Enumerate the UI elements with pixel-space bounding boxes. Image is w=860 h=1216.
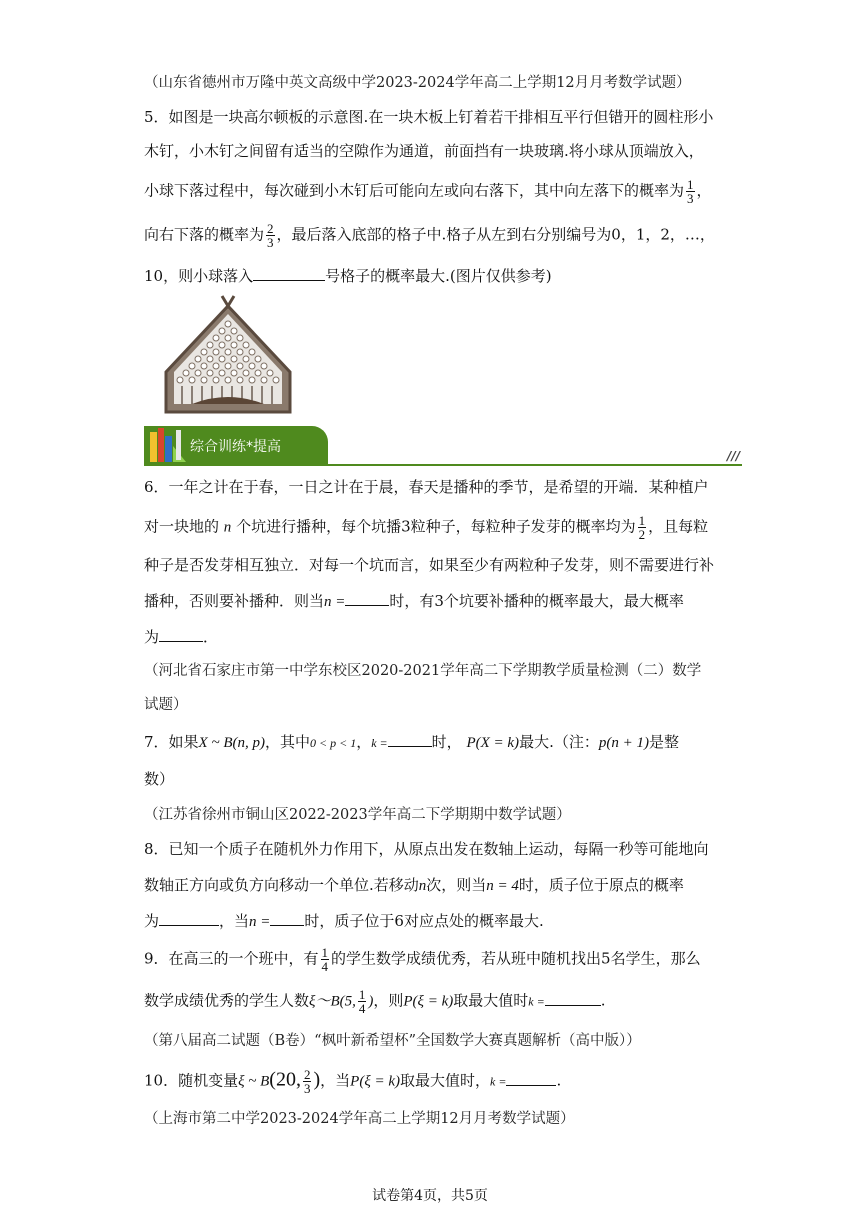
q8-answer-blank-2 [270,910,304,926]
section-deco: /// [727,449,741,463]
q7-line-1: 7．如果X ~ B(n, p)，其中0 < p < 1，k = 时， P(X = k)最大.（注：p(n + 1)是整 [144,733,679,751]
q6-source-1: （河北省石家庄市第一中学东校区2020-2021学年高二下学期教学质量检测（二）数学 [144,663,702,679]
q6-line-3: 种子是否发芽相互独立．对每一个坑而言，如果至少有两粒种子发芽，则不需要进行补 [144,556,715,574]
q6-answer-blank-1 [345,590,389,606]
q9-expr-fraction: $\frac{1}{4}$ [358,987,366,1016]
q7-source: （江苏省徐州市铜山区2022-2023学年高二下学期期中数学试题） [144,807,571,823]
q5-line-3: 小球下落过程中，每次碰到小木钉后可能向左或向右落下，其中向左落下的概率为 $\frac{1}{3}$ ， [144,177,712,206]
q5-line-5: 10，则小球落入 号格子的概率最大.(图片仅供参考) [144,267,552,285]
q6-line-1: 6．一年之计在于春，一日之计在于晨，春天是播种的季节，是希望的开端．某种植户 [144,478,709,496]
section-label: 综合训练*提高 [190,439,281,455]
q5-line-1: 5．如图是一块高尔顿板的示意图.在一块木板上钉着若干排相互平行但错开的圆柱形小 [144,108,714,126]
q10-line-1: 10．随机变量ξ ~ B(20, $\frac{2}{3}$ )，当P(ξ = k)取最大值时，k = . [144,1067,562,1096]
q5-line-2: 木钉，小木钉之间留有适当的空隙作为通道，前面挡有一块玻璃.将小球从顶端放入， [144,142,704,160]
q8-line-2: 数轴正方向或负方向移动一个单位.若移动n次，则当n = 4时，质子位于原点的概率 [144,876,684,894]
q5-line-3-text: 小球下落过程中，每次碰到小木钉后可能向左或向右落下，其中向左落下的概率为 [144,181,685,200]
section-divider [144,464,742,466]
q10-fraction: $\frac{2}{3}$ [303,1067,311,1096]
q8-answer-blank-1 [159,910,219,926]
q8-line-1: 8．已知一个质子在随机外力作用下，从原点出发在数轴上运动，每隔一秒等可能地向 [144,840,709,858]
q5-line-4: 向右下落的概率为 $\frac{2}{3}$ ，最后落入底部的格子中.格子从左到右分别编号为0，1，2，…， [144,221,715,250]
q10-source: （上海市第二中学2023-2024学年高二上学期12月月考数学试题） [144,1111,575,1127]
q6-line-5: 为 ． [144,628,219,646]
q8-line-3: 为 ，当n = 时，质子位于6对应点处的概率最大. [144,912,544,930]
q6-fraction: $\frac{1}{2}$ [638,513,646,542]
q9-answer-blank [545,990,601,1006]
q6-source-2: 试题） [144,697,188,713]
q6-answer-blank-2 [159,626,203,642]
q9-fraction: $\frac{1}{4}$ [321,945,329,974]
q9-line-1: 9．在高三的一个班中，有 $\frac{1}{4}$ 的学生数学成绩优秀，若从班中随机找出5名学生，那么 [144,945,701,974]
q5-source: （山东省德州市万隆中英文高级中学2023-2024学年高二上学期12月月考数学试题） [144,75,691,91]
q6-line-2: 对一块地的 n 个坑进行播种，每个坑播3粒种子，每粒种子发芽的概率均为 $\frac{1}{2}$ ，且每粒 [144,513,709,542]
q9-source: （第八届高二试题（B卷）“枫叶新希望杯”全国数学大赛真题解析（高中版）） [144,1033,641,1049]
q6-line-4: 播种，否则要补播种．则当n = 时，有3个坑要补播种的概率最大，最大概率 [144,592,684,610]
stationery-icon [146,426,188,466]
q5-answer-blank [253,265,325,281]
page-footer: 试卷第4页，共5页 [372,1188,488,1204]
galton-board-image [162,292,294,414]
q7-line-2: 数） [144,770,175,788]
q9-line-2: 数学成绩优秀的学生人数ξ～B(5, $\frac{1}{4}$ )，则P(ξ = k)取最大值时k = . [144,987,606,1016]
q7-answer-blank [388,731,432,747]
q10-answer-blank [506,1070,556,1086]
q5-fraction-right: $\frac{2}{3}$ [267,221,274,250]
q5-fraction-left: $\frac{1}{3}$ [687,177,694,206]
